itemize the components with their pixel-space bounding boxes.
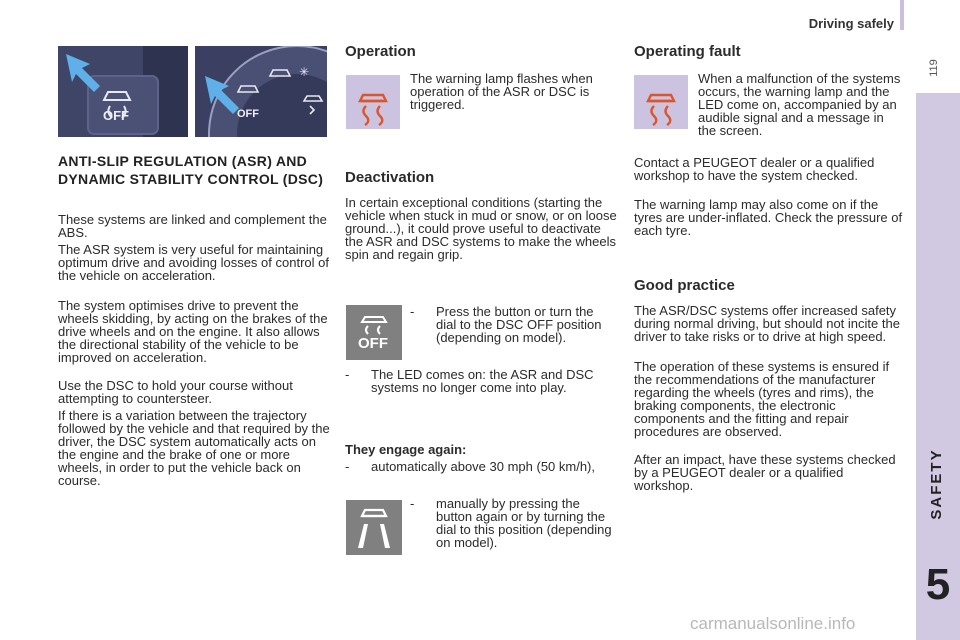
photo-right-off-label: OFF xyxy=(237,108,259,120)
page-number: 119 xyxy=(928,59,940,77)
good-practice-p3: After an impact, have these systems checked by a PEUGEOT dealer or a qualified workshop. xyxy=(634,452,896,493)
led-on-step: - The LED comes on: the ASR and DSC systems no longer come into play. xyxy=(345,367,594,395)
asr-warning-lamp-icon xyxy=(346,75,400,129)
deactivation-text: In certain exceptional conditions (starting the vehicle when stuck in mud or snow, or on loose ground...), it could prove useful to deactivate the ASR and DSC systems to make the wheels spin and regain grip. xyxy=(345,195,617,262)
course-paragraph: Use the DSC to hold your course without attempting to countersteer. xyxy=(58,378,293,406)
dsc-off-button-icon xyxy=(346,305,402,360)
svg-text:✳: ✳ xyxy=(299,65,310,79)
fault-warning-lamp-icon xyxy=(634,75,688,129)
good-practice-heading: Good practice xyxy=(634,277,735,294)
asr-paragraph: The ASR system is very useful for maintaining optimum drive and avoiding losses of control of the vehicle on acceleration. xyxy=(58,242,329,283)
optimise-paragraph: The system optimises drive to prevent the wheels skidding, by acting on the brakes of the drive wheels and on the engine. It also allows the directional stability of the vehicle to be improved on acceleration. xyxy=(58,298,328,365)
fault-text: When a malfunction of the systems occurs, the warning lamp and the LED come on, accompanied by an audible signal and a message in the screen. xyxy=(698,71,901,138)
auto-engage-step: - automatically above 30 mph (50 km/h), xyxy=(345,459,595,474)
dsc-on-dial-icon xyxy=(346,500,402,555)
deactivation-heading: Deactivation xyxy=(345,169,435,186)
watermark-text: carmanualsonline.info xyxy=(690,614,856,633)
section-title: ANTI-SLIP REGULATION (ASR) AND DYNAMIC STABILITY CONTROL (DSC) xyxy=(58,153,324,187)
good-practice-p1: The ASR/DSC systems offer increased safety during normal driving, but should not incite the driver to take risks or to drive at high speed. xyxy=(634,303,900,344)
manual-engage-step: - manually by pressing the button again or by turning the dial to this position (depending on model). xyxy=(410,496,612,550)
dsc-button-photo xyxy=(58,46,188,137)
off-label: OFF xyxy=(358,335,388,352)
tyre-pressure-text: The warning lamp may also come on if the tyres are under-inflated. Check the pressure of each tyre. xyxy=(634,197,903,238)
photo-left-off-label: OFF xyxy=(103,108,129,123)
chapter-label: SAFETY xyxy=(928,448,945,520)
operation-heading: Operation xyxy=(345,43,416,60)
running-header: Driving safely xyxy=(808,16,894,31)
operation-text: The warning lamp flashes when operation of the ASR or DSC is triggered. xyxy=(410,71,593,112)
trajectory-paragraph: If there is a variation between the trajectory followed by the vehicle and that required by the driver, the DSC system automatically acts on the engine and the brake of one or more wheels, in order to put the vehicle back on course. xyxy=(58,408,330,488)
chapter-tab xyxy=(916,93,960,640)
dsc-dial-photo xyxy=(195,46,327,137)
press-button-step: - Press the button or turn the dial to the DSC OFF position (depending on model). xyxy=(410,304,602,345)
intro-paragraph: These systems are linked and complement the ABS. xyxy=(58,212,327,240)
contact-dealer-text: Contact a PEUGEOT dealer or a qualified workshop to have the system checked. xyxy=(634,155,875,183)
header-divider xyxy=(900,0,904,30)
chapter-number: 5 xyxy=(925,560,951,609)
operating-fault-heading: Operating fault xyxy=(634,43,741,60)
good-practice-p2: The operation of these systems is ensured if the recommendations of the manufacturer regarding the wheels (tyres and rims), the braking components, the electronic components and the fitting and repair procedures are observed. xyxy=(634,359,890,439)
engage-again-heading: They engage again: xyxy=(345,442,467,457)
